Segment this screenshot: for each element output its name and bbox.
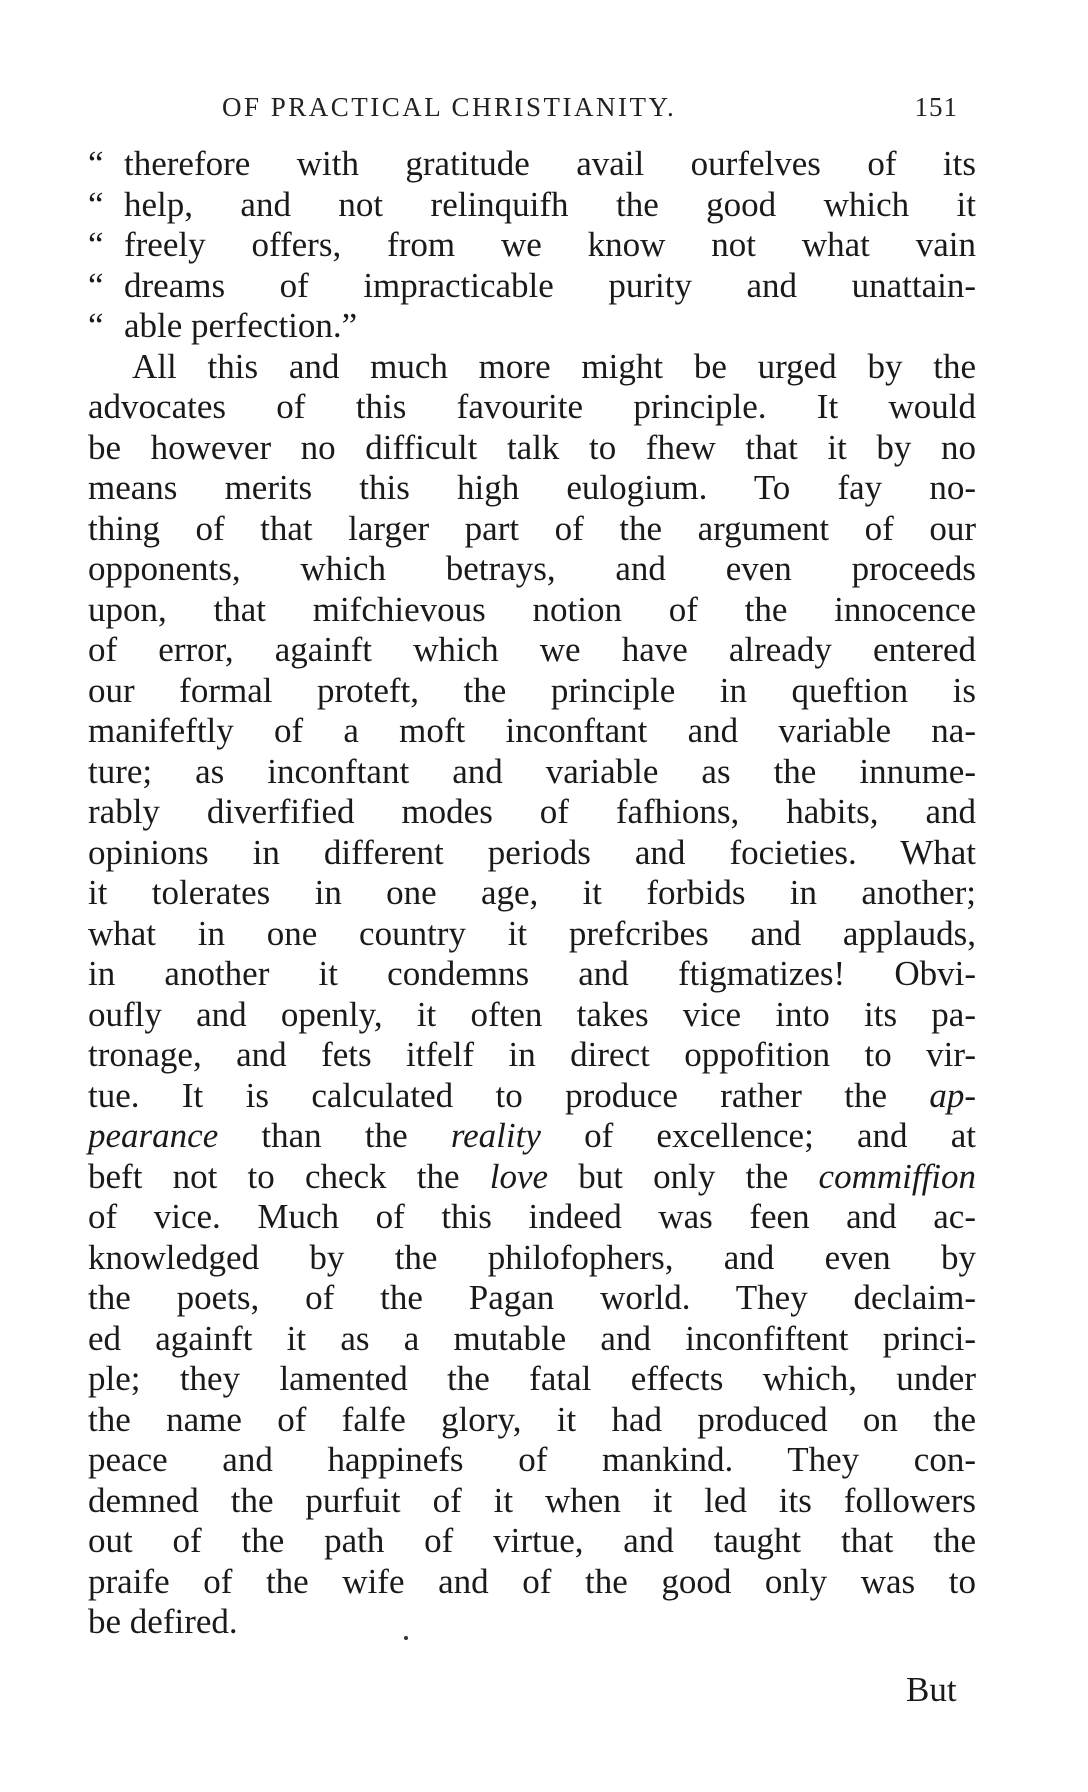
quote-mark: “ xyxy=(88,225,104,264)
text-line: of error, againft which we have already entered xyxy=(88,630,976,669)
text-line: tronage, and fets itfelf in direct oppofition to vir- xyxy=(88,1035,976,1074)
text-line: be however no difficult talk to fhew that it by no xyxy=(88,427,976,467)
italic-segment: reality xyxy=(450,1116,541,1155)
italic-segment: pearance xyxy=(88,1116,219,1155)
italic-segment: love xyxy=(489,1156,549,1196)
text-line: what in one country it prefcribes and applauds, xyxy=(88,913,976,953)
text-segment: than the xyxy=(261,1116,408,1155)
text-line xyxy=(88,1116,976,1157)
text-line: the name of falfe glory, it had produced on the xyxy=(88,1399,976,1439)
page-header xyxy=(222,92,970,132)
quote-line xyxy=(88,185,976,226)
text-line: All this and much more might be urged by the xyxy=(132,346,976,386)
quote-mark: “ xyxy=(88,306,104,345)
text-line: ple; they lamented the fatal effects which, under xyxy=(88,1359,976,1398)
text-line: advocates of this favourite principle. It would xyxy=(88,387,976,426)
quote-text: therefore with gratitude avail ourfelves of its xyxy=(124,144,976,183)
text-line: means merits this high eulogium. To fay no- xyxy=(88,468,976,507)
text-line: upon, that mifchievous notion of the innocence xyxy=(88,589,976,629)
text-line: the poets, of the Pagan world. They declaim- xyxy=(88,1278,976,1317)
ink-speck xyxy=(404,1636,408,1640)
text-line xyxy=(88,1076,976,1117)
quote-line xyxy=(88,306,976,347)
text-line: opponents, which betrays, and even proceeds xyxy=(88,549,976,588)
text-line: ture; as inconftant and variable as the innume- xyxy=(88,751,976,791)
text-line xyxy=(88,1157,976,1198)
quote-line xyxy=(88,266,976,307)
text-line: praife of the wife and of the good only was to xyxy=(88,1561,976,1601)
quote-text: able perfection.” xyxy=(124,306,358,345)
quote-mark: “ xyxy=(88,144,104,183)
text-segment: beft not to check the xyxy=(88,1156,460,1196)
text-line: opinions in different periods and focieties. What xyxy=(88,832,976,872)
quote-text: dreams of impracticable purity and unattain- xyxy=(124,265,976,305)
text-line: in another it condemns and ftigmatizes! Obvi- xyxy=(88,954,976,993)
italic-segment: commiffion xyxy=(818,1156,977,1196)
quote-text: freely offers, from we know not what vain xyxy=(124,225,976,264)
text-line: our formal proteft, the principle in queftion is xyxy=(88,670,976,710)
catchword: But xyxy=(906,1670,957,1709)
quote-line xyxy=(88,225,976,266)
text-line: of vice. Much of this indeed was feen and ac- xyxy=(88,1197,976,1236)
text-line: be defired. xyxy=(88,1602,238,1641)
text-line: knowledged by the philofophers, and even by xyxy=(88,1237,976,1277)
text-line: thing of that larger part of the argument of our xyxy=(88,508,976,548)
quote-mark: “ xyxy=(88,265,104,305)
text-line: rably diverfified modes of fafhions, habits, and xyxy=(88,792,976,831)
quote-text: help, and not relinquifh the good which it xyxy=(124,184,976,224)
text-line: peace and happinefs of mankind. They con- xyxy=(88,1440,976,1479)
text-line: it tolerates in one age, it forbids in another; xyxy=(88,873,976,912)
quote-mark: “ xyxy=(88,184,104,224)
text-line: out of the path of virtue, and taught that the xyxy=(88,1521,976,1560)
italic-segment: ap- xyxy=(929,1075,977,1115)
text-line: manifeftly of a moft inconftant and variable na- xyxy=(88,711,976,750)
text-line: ed againft it as a mutable and inconfiftent princi- xyxy=(88,1318,976,1358)
text-line: oufly and openly, it often takes vice into its pa- xyxy=(88,994,976,1034)
text-line: demned the purfuit of it when it led its followers xyxy=(88,1480,976,1520)
running-head: OF PRACTICAL CHRISTIANITY. xyxy=(222,92,677,122)
text-segment: of excellence; and at xyxy=(584,1116,976,1155)
text-segment: but only the xyxy=(578,1156,789,1196)
page-number: 151 xyxy=(914,92,958,122)
quote-line xyxy=(88,144,976,185)
text-segment: tue. It is calculated to produce rather the xyxy=(88,1075,887,1115)
body-text xyxy=(88,144,976,1643)
